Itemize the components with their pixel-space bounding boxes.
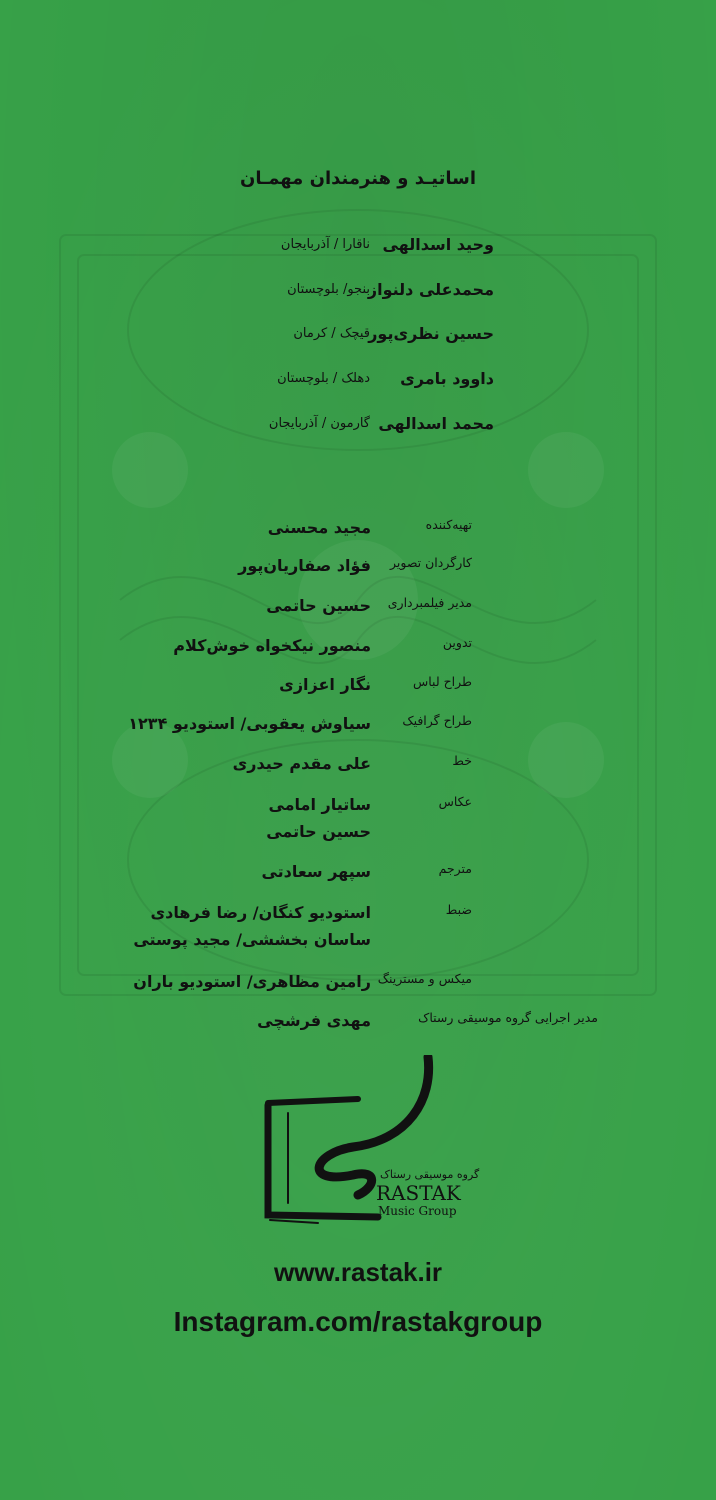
logo-persian-text: گروه موسیقی رستاک <box>380 1168 480 1181</box>
section-title: اساتیـد و هنرمندان مهمـان <box>239 168 477 189</box>
guest-row <box>0 280 716 310</box>
logo-subtitle: Music Group <box>378 1204 457 1218</box>
credit-role: میکس و مسترینگ <box>377 971 472 986</box>
guest-role: دهلک / بلوچستان <box>277 371 370 386</box>
guest-name: داوود بامری <box>400 369 494 388</box>
credit-role: تدوین <box>442 635 472 650</box>
credit-role: طراح لباس <box>412 674 472 689</box>
credit-name: فؤاد صفاریان‌پور <box>238 556 371 575</box>
credit-role: طراح گرافیک <box>402 713 472 728</box>
credit-role: مترجم <box>438 861 472 876</box>
guest-name: محمدعلی دلنواز <box>367 280 494 299</box>
credit-name: حسین حاتمی <box>266 822 371 841</box>
credit-role: مدیر فیلمبرداری <box>387 595 472 610</box>
credit-name: استودیو کنگان/ رضا فرهادی <box>150 903 371 922</box>
guest-role: ناقارا / آذربایجان <box>280 237 370 252</box>
credit-role: ضبط <box>445 902 472 917</box>
guest-name: وحید اسدالهی <box>382 235 494 254</box>
credit-role: کارگردان تصویر <box>390 555 472 570</box>
credit-name: ساسان بخششی/ مجید پوستی <box>133 930 371 949</box>
credit-name: منصور نیکخواه خوش‌کلام <box>173 636 371 655</box>
credit-name: مهدی فرشچی <box>257 1011 371 1030</box>
guest-row <box>0 235 716 265</box>
credit-name: علی مقدم حیدری <box>232 754 371 773</box>
instagram-link[interactable]: Instagram.com/rastakgroup <box>173 1306 543 1337</box>
credit-name: حسین حاتمی <box>266 596 371 615</box>
guest-row <box>0 369 716 399</box>
credit-role: عکاس <box>438 794 472 809</box>
credit-name: نگار اعزازی <box>279 675 371 694</box>
credit-name: سپهر سعادتی <box>261 862 371 881</box>
credit-role: مدیر اجرایی گروه موسیقی رستاک <box>418 1010 598 1025</box>
website-link[interactable]: www.rastak.ir <box>273 1257 443 1287</box>
credit-name: ساتیار امامی <box>268 795 371 814</box>
credit-name: رامین مظاهری/ استودیو باران <box>133 972 371 991</box>
guest-name: محمد اسدالهی <box>378 414 494 433</box>
guest-row <box>0 414 716 444</box>
guest-role: بنجو/ بلوچستان <box>287 282 370 297</box>
credit-role: تهیه‌کننده <box>425 517 472 532</box>
credit-name: سیاوش یعقوبی/ استودیو ۱۲۳۴ <box>128 714 371 733</box>
logo-name: RASTAK <box>376 1181 461 1205</box>
guest-role: قیچک / کرمان <box>293 326 370 341</box>
guest-role: گارمون / آذربایجان <box>268 416 370 431</box>
credit-role: خط <box>452 753 472 768</box>
guest-name: حسین نظری‌پور <box>368 324 494 343</box>
guest-row <box>0 324 716 354</box>
credit-name: مجید محسنی <box>267 518 371 537</box>
